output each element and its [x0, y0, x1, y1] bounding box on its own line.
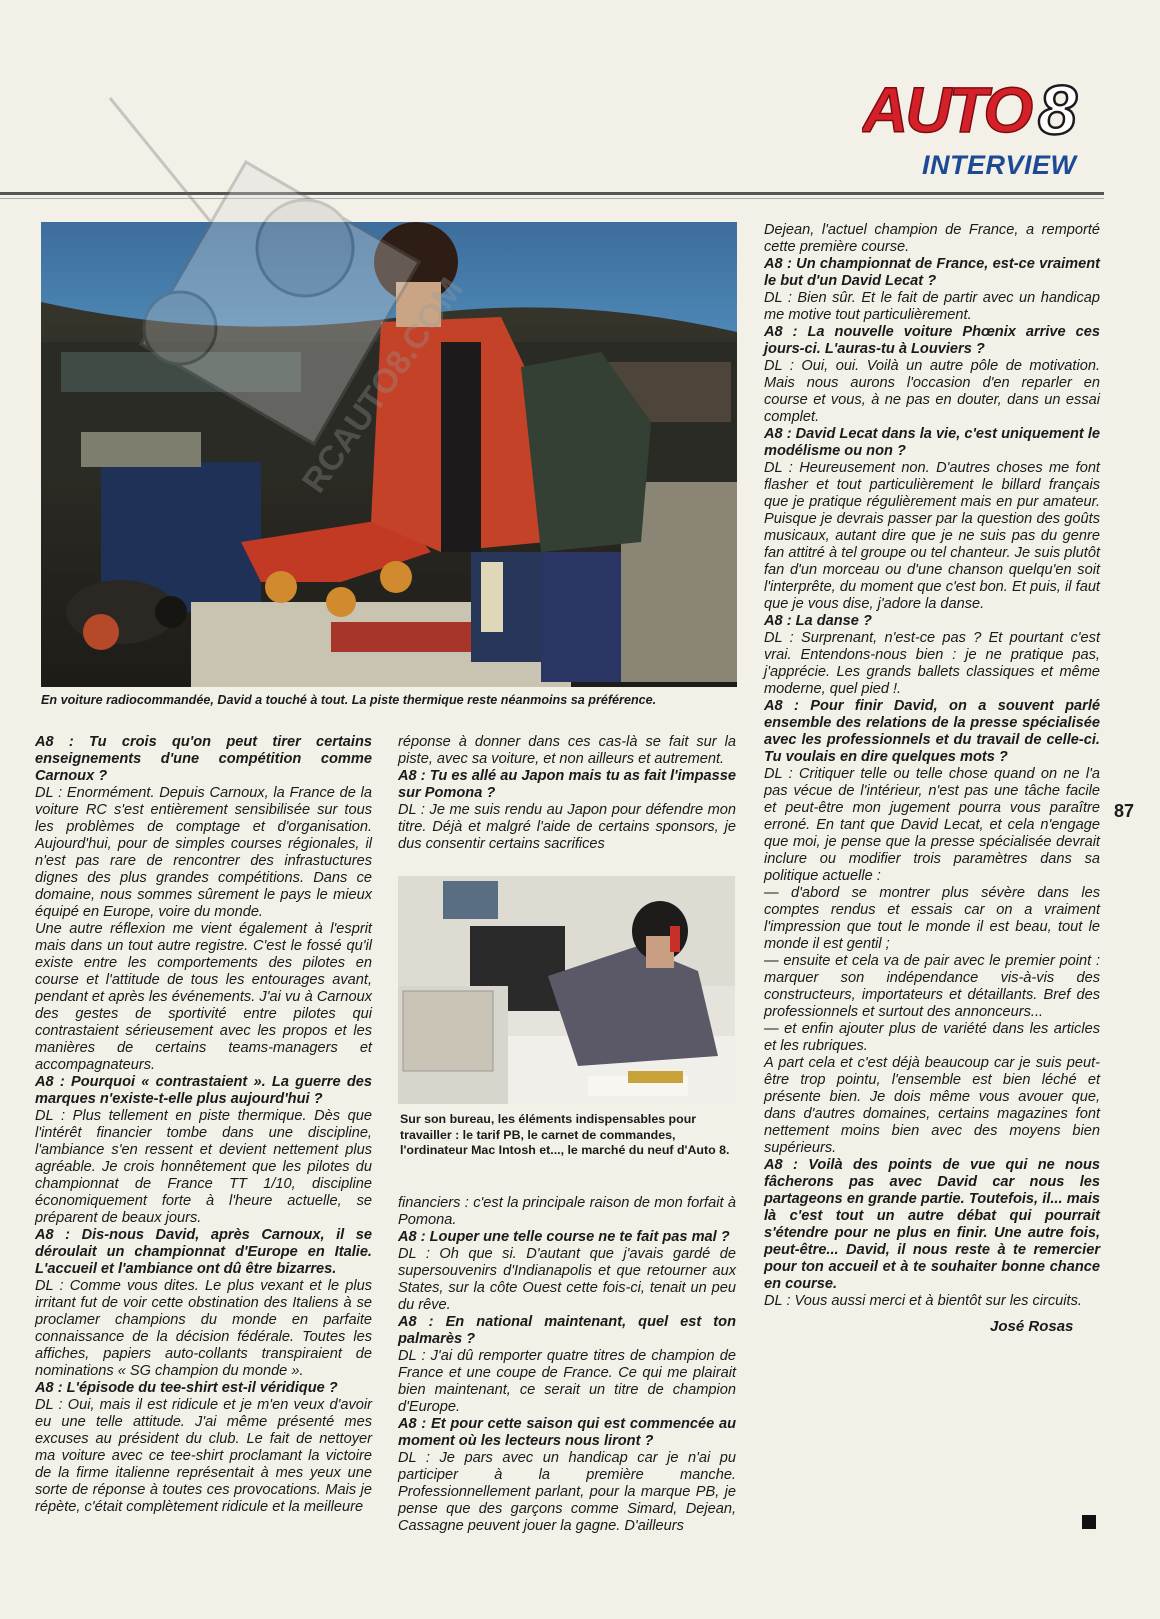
auto8-logo-graphic	[862, 76, 1102, 142]
interview-answer: DL : Heureusement non. D'autres choses me font flasher et tout particulièrement le billard français que je pratique régulièrement mais en pur amateur. Puisque je devrais passer par la question des goûts musicaux, autant dire que je ne suis pas du genre fan attitré à tel groupe ou tel chanteur. Je suis plutôt fan d'un morceau ou d'une chanson quelqu'en soit l'interprête, du moment que c'est bon. Et puis, il faut que je vous dise, j'adore la danse.	[764, 460, 1100, 612]
interview-answer: A part cela et c'est déjà beaucoup car je suis peut-être trop pointu, l'ensemble est bien léché et présente bien. Je dois même vous avouer que, dans d'autres domaines, certains magazines font nettement moins bien avec des moyens bien supérieurs.	[764, 1055, 1100, 1156]
end-of-article-mark	[1082, 1515, 1096, 1529]
photo2-caption: Sur son bureau, les éléments indispensables pour travailler : le tarif PB, le carnet de commandes, l'ordinateur Mac Intosh et..., le marché du neuf d'Auto 8.	[400, 1112, 730, 1157]
column-1	[35, 734, 372, 1516]
interview-answer: réponse à donner dans ces cas-là se fait sur la piste, avec sa voiture, et non ailleurs et autrement.	[398, 734, 736, 767]
section-title: INTERVIEW	[922, 150, 1077, 180]
interview-answer: DL : Oh que si. D'autant que j'avais gardé de supersouvenirs d'Indianapolis et que retourner aux States, sur la côte Ouest cette fois-ci, tenait un peu du rêve.	[398, 1246, 736, 1313]
interview-answer: financiers : c'est la principale raison de mon forfait à Pomona.	[398, 1195, 736, 1228]
interview-answer: DL : Vous aussi merci et à bientôt sur les circuits.	[764, 1293, 1082, 1309]
svg-text:AUTO: AUTO	[862, 76, 1031, 142]
interview-question: A8 : La nouvelle voiture Phœnix arrive ces jours-ci. L'auras-tu à Louviers ?	[764, 324, 1100, 357]
interview-question: A8 : David Lecat dans la vie, c'est uniquement le modélisme ou non ?	[764, 426, 1100, 459]
rc-transmitter-watermark-icon	[90, 88, 510, 498]
interview-answer: DL : Critiquer telle ou telle chose quand on ne l'a pas vécue de l'intérieur, n'est pas une tâche facile et peut-être mon jugement pourra vous paraître erroné. En tant que David Lecat, et cela n'engage que moi, je pense que la presse spécialisée devrait inclure ou modifier trois paramètres dans sa politique actuelle :	[764, 766, 1100, 884]
interview-answer: DL : J'ai dû remporter quatre titres de champion de France et une coupe de France. Ce qui me plairait bien maintenant, ce serait un titre de champion d'Europe.	[398, 1348, 736, 1415]
photo1-caption: En voiture radiocommandée, David a touché à tout. La piste thermique reste néanmoins sa préférence.	[41, 693, 657, 707]
interview-question: A8 : Tu crois qu'on peut tirer certains enseignements d'une compétition comme Carnoux ?	[35, 734, 372, 784]
svg-text:8: 8	[1038, 76, 1077, 142]
column-3	[764, 222, 1100, 1310]
interview-answer: — ensuite et cela va de pair avec le premier point : marquer son indépendance vis-à-vis des constructeurs, importateurs et détaillants. Bref des professionnels et surtout des annonceurs...	[764, 953, 1100, 1020]
interview-answer: DL : Oui, oui. Voilà un autre pôle de motivation. Mais nous aurons l'occasion d'en reparler en course et vous, à ne pas en douter, dans un essai complet.	[764, 358, 1100, 425]
interview-answer: Dejean, l'actuel champion de France, a remporté cette première course.	[764, 222, 1100, 255]
interview-question: A8 : La danse ?	[764, 613, 872, 629]
interview-answer: DL : Bien sûr. Et le fait de partir avec un handicap me motive tout particulièrement.	[764, 290, 1100, 323]
interview-answer: Une autre réflexion me vient également à l'esprit mais dans un tout autre registre. C'est le fossé qu'il existe entre les comportements des pilotes en course et l'attitude de tous les entourages avant, pendant et après les événements. J'ai vu à Carnoux des gestes de sportivité entre pilotes qui contrastaient sérieusement avec les propos et les manières de certains teams-managers et accompagnateurs.	[35, 921, 372, 1073]
interview-question: A8 : Dis-nous David, après Carnoux, il se déroulait un championnat d'Europe en Italie. L'accueil et l'ambiance ont dû être bizarres.	[35, 1227, 372, 1277]
interview-answer: DL : Surprenant, n'est-ce pas ? Et pourtant c'est vrai. Entendons-nous bien : je ne pratique pas, j'apprécie. Les grands ballets classiques et même moderne, quel pied !.	[764, 630, 1100, 697]
interview-question: A8 : Louper une telle course ne te fait pas mal ?	[398, 1229, 730, 1245]
interview-question: A8 : En national maintenant, quel est ton palmarès ?	[398, 1314, 736, 1347]
interview-question: A8 : Pour finir David, on a souvent parlé ensemble des relations de la presse spécialisée avec les professionnels et du travail de celle-ci. Tu voulais en dire quelques mots ?	[764, 698, 1100, 765]
interview-question: A8 : L'épisode du tee-shirt est-il véridique ?	[35, 1380, 338, 1396]
interview-answer: DL : Je pars avec un handicap car je n'ai pu participer à la première manche. Professionnellement parlant, pour la marque PB, je pense que des garçons comme Simard, Dejean, Cassagne peuvent jouer la gagne. D'ailleurs	[398, 1450, 736, 1534]
interview-question: A8 : Pourquoi « contrastaient ». La guerre des marques n'existe-t-elle plus aujourd'hui ?	[35, 1074, 372, 1107]
page-number: 87	[1114, 801, 1135, 821]
interview-answer: DL : Je me suis rendu au Japon pour défendre mon titre. Déjà et malgré l'aide de certains sponsors, je dus consentir certains sacrifices	[398, 802, 736, 852]
interview-answer: — et enfin ajouter plus de variété dans les articles et les rubriques.	[764, 1021, 1100, 1054]
photo-office-desk-icon	[398, 876, 735, 1104]
interview-question: A8 : Tu es allé au Japon mais tu as fait l'impasse sur Pomona ?	[398, 768, 736, 801]
interview-question: A8 : Un championnat de France, est-ce vraiment le but d'un David Lecat ?	[764, 256, 1100, 289]
column-2-top	[398, 734, 736, 853]
interview-answer: — d'abord se montrer plus sévère dans les comptes rendus et essais car on a vraiment l'impression que tout le monde il est beau, tout le monde il est gentil ;	[764, 885, 1100, 952]
interview-question: A8 : Et pour cette saison qui est commencée au moment où les lecteurs nous liront ?	[398, 1416, 736, 1449]
author-signature: José Rosas	[990, 1318, 1074, 1335]
interview-answer: DL : Plus tellement en piste thermique. Dès que l'intérêt financier tombe dans une discipline, l'ambiance s'en ressent et devient nettement plus agréable. Je crois honnêtement que les pilotes du championnat de France TT 1/10, discipline économiquement forte à l'heure actuelle, se préparent de beaux jours.	[35, 1108, 372, 1226]
watermark-text: RCAUTO8.COM	[294, 271, 471, 498]
auto8-logo	[862, 76, 1102, 142]
interview-answer: DL : Comme vous dites. Le plus vexant et le plus irritant fut de voir cette obstination des Italiens à se proclamer champions du monde en parfaite connaissance de la décision fédérale. Toutes les affiches, papiers auto-collants transpiraient de nominations « SG champion du monde ».	[35, 1278, 372, 1379]
interview-answer: DL : Oui, mais il est ridicule et je m'en veux d'avoir eu une telle attitude. J'ai même présenté mes excuses au président du club. Le fait de nettoyer ma voiture avec ce tee-shirt proclamant la victoire de la firme italienne représentait à mes yeux une sorte de réponse à toutes ces provocations. Mais je répète, c'était complètement ridicule et la meilleure	[35, 1397, 372, 1515]
column-2-bottom	[398, 1195, 736, 1535]
interview-answer: DL : Enormément. Depuis Carnoux, la France de la voiture RC s'est entièrement sensibilisée sur tous les problèmes de comptage et d'organisation. Aujourd'hui, pour de simples courses régionales, il n'est pas rare de rencontrer des infrastuctures dignes des plus grandes compétitions. Dans ce domaine, nous sommes sûrement le pays le mieux équipé en Europe, voire du monde.	[35, 785, 372, 920]
interview-question: A8 : Voilà des points de vue qui ne nous fâcherons pas avec David car nous les partageons en grande partie. Toutefois, il... mais là c'est tout un autre débat qui pourrait s'étendre pour ne plus en finir. Une autre fois, peut-être... David, il nous reste à te remercier pour ton accueil et à te souhaiter bonne chance en course.	[764, 1157, 1100, 1292]
photo-office	[398, 876, 735, 1104]
watermark	[90, 88, 510, 498]
